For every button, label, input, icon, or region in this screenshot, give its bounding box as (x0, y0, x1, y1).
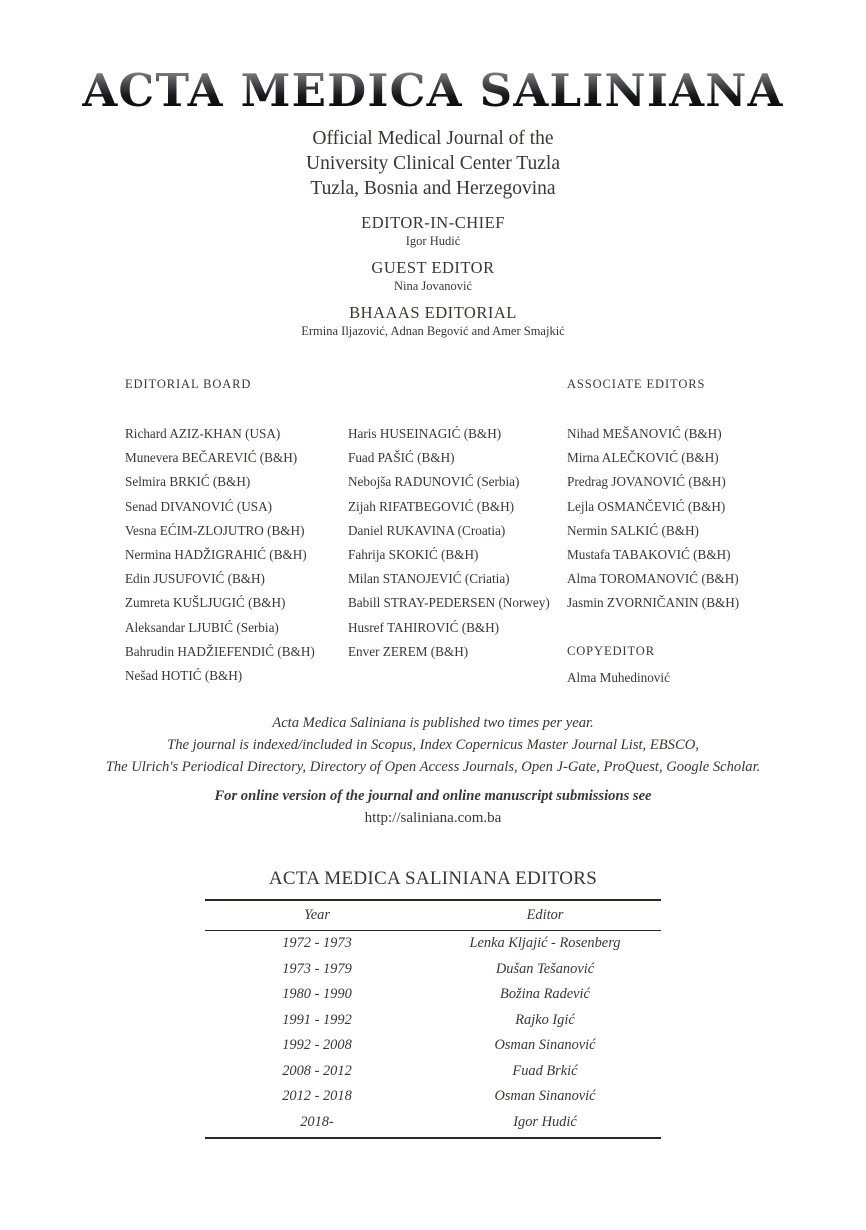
editors-history-table (205, 899, 661, 1139)
bhaaas-editorial-block (0, 302, 866, 340)
subtitle-line-1: Official Medical Journal of the (312, 128, 554, 149)
cell-year: 1991 - 1992 (282, 1011, 352, 1028)
cell-editor: Božina Radević (500, 986, 590, 1002)
editorial-board-section (0, 376, 866, 685)
list-item: Nihad MEŠANOVIĆ (B&H) (567, 426, 722, 441)
list-item: Haris HUSEINAGIĆ (B&H) (348, 426, 502, 441)
table-row (205, 1008, 661, 1034)
list-item: Edin JUSUFOVIĆ (B&H) (125, 571, 265, 587)
bhaaas-editorial-heading: BHAAAS EDITORIAL (349, 303, 517, 322)
cell-editor: Dušan Tešanović (495, 960, 595, 977)
cell-year: 1980 - 1990 (282, 986, 352, 1002)
publication-info-line-3: The Ulrich's Periodical Directory, Directory of Open Access Journals, Open J-Gate, ProQuest, Google Scholar. (105, 759, 761, 775)
guest-editor-heading: GUEST EDITOR (371, 258, 495, 277)
list-item: Alma TOROMANOVIĆ (B&H) (567, 571, 739, 587)
associate-editors-member-list (567, 422, 807, 616)
list-item: Mustafa TABAKOVIĆ (B&H) (567, 547, 731, 563)
bhaaas-editorial-names: Ermina Iljazović, Adnan Begović and Amer Smajkić (301, 324, 565, 338)
list-item: Lejla OSMANČEVIĆ (B&H) (567, 498, 726, 514)
subtitle-line-3: Tuzla, Bosnia and Herzegovina (310, 178, 556, 199)
editors-table-title: ACTA MEDICA SALINIANA EDITORS (268, 868, 598, 889)
list-item: Aleksandar LJUBIĆ (Serbia) (125, 619, 279, 635)
page-title: ACTA MEDICA SALINIANA (0, 68, 866, 113)
editorial-board-member-list-1 (125, 422, 350, 688)
journal-subtitle (0, 126, 866, 201)
list-item: Nebojša RADUNOVIĆ (Serbia) (348, 474, 520, 490)
table-row (205, 1084, 661, 1110)
cell-year: 1972 - 1973 (282, 935, 352, 951)
list-item: Nešad HOTIĆ (B&H) (125, 668, 243, 684)
guest-editor-block (0, 257, 866, 295)
list-item: Nermina HADŽIGRAHIĆ (B&H) (125, 547, 307, 563)
table-row (205, 1033, 661, 1059)
list-item: Vesna EĆIM-ZLOJUTRO (B&H) (125, 522, 305, 538)
copyeditor-name: Alma Muhedinović (567, 669, 670, 685)
copyeditor-heading: COPYEDITOR (567, 643, 655, 658)
publication-info (0, 712, 866, 778)
cell-editor: Osman Sinanović (494, 1037, 596, 1053)
online-access-info (0, 785, 866, 829)
publication-info-line-1: Acta Medica Saliniana is published two times per year. (272, 715, 594, 731)
editorial-board-heading: EDITORIAL BOARD (125, 377, 252, 391)
table-row (205, 982, 661, 1008)
list-item: Daniel RUKAVINA (Croatia) (348, 522, 506, 538)
editor-in-chief-heading: EDITOR-IN-CHIEF (361, 213, 505, 232)
editors-history-section (205, 867, 661, 1139)
editor-in-chief-block (0, 212, 866, 250)
editorial-board-column-1 (125, 376, 350, 688)
editorial-board-column-2 (348, 376, 568, 664)
list-item: Zumreta KUŠLJUGIĆ (B&H) (125, 595, 286, 611)
list-item: Milan STANOJEVIĆ (Criatia) (348, 571, 510, 587)
list-item: Mirna ALEČKOVIĆ (B&H) (567, 450, 719, 466)
table-header-row (205, 900, 661, 931)
journal-website-url[interactable]: http://saliniana.com.ba (364, 810, 502, 826)
editorial-board-member-list-2 (348, 422, 568, 664)
list-item: Munevera BEČAREVIĆ (B&H) (125, 450, 298, 466)
subtitle-line-2: University Clinical Center Tuzla (305, 153, 560, 174)
cell-editor: Fuad Brkić (512, 1062, 578, 1079)
cell-editor: Lenka Kljajić - Rosenberg (469, 935, 621, 951)
column-header-editor: Editor (429, 900, 661, 931)
list-item: Predrag JOVANOVIĆ (B&H) (567, 474, 726, 490)
list-item: Husref TAHIROVIĆ (B&H) (348, 619, 500, 635)
list-item: Enver ZEREM (B&H) (348, 643, 469, 659)
list-item: Bahrudin HADŽIEFENDIĆ (B&H) (125, 643, 315, 659)
cell-year: 2018- (205, 1110, 429, 1138)
cell-year: 2012 - 2018 (282, 1088, 352, 1104)
editor-in-chief-name: Igor Hudić (405, 234, 461, 248)
publication-info-line-2: The journal is indexed/included in Scopus, Index Copernicus Master Journal List, EBSCO, (167, 737, 699, 753)
online-access-prompt: For online version of the journal and online manuscript submissions see (214, 788, 652, 804)
table-row (205, 957, 661, 983)
associate-editors-column (567, 376, 807, 688)
table-row (205, 1059, 661, 1085)
list-item: Senad DIVANOVIĆ (USA) (125, 498, 273, 514)
list-item: Jasmin ZVORNIČANIN (B&H) (567, 595, 740, 611)
cell-editor: Rajko Igić (515, 1011, 575, 1028)
cell-year: 1973 - 1979 (282, 960, 352, 977)
list-item: Richard AZIZ-KHAN (USA) (125, 426, 281, 441)
list-item: Fuad PAŠIĆ (B&H) (348, 450, 455, 466)
list-item: Zijah RIFATBEGOVIĆ (B&H) (348, 498, 515, 514)
cell-year: 2008 - 2012 (282, 1062, 352, 1079)
list-item: Nermin SALKIĆ (B&H) (567, 522, 699, 538)
cell-editor: Osman Sinanović (494, 1088, 596, 1104)
list-item: Selmira BRKIĆ (B&H) (125, 474, 251, 490)
list-item: Babill STRAY-PEDERSEN (Norwey) (348, 595, 550, 611)
table-row (205, 1110, 661, 1138)
table-row (205, 931, 661, 957)
list-item: Fahrija SKOKIĆ (B&H) (348, 547, 479, 563)
column-header-year: Year (205, 900, 429, 931)
cell-year: 1992 - 2008 (282, 1037, 352, 1053)
guest-editor-name: Nina Jovanović (393, 279, 473, 293)
cell-editor: Igor Hudić (429, 1110, 661, 1138)
associate-editors-heading: ASSOCIATE EDITORS (567, 377, 706, 391)
